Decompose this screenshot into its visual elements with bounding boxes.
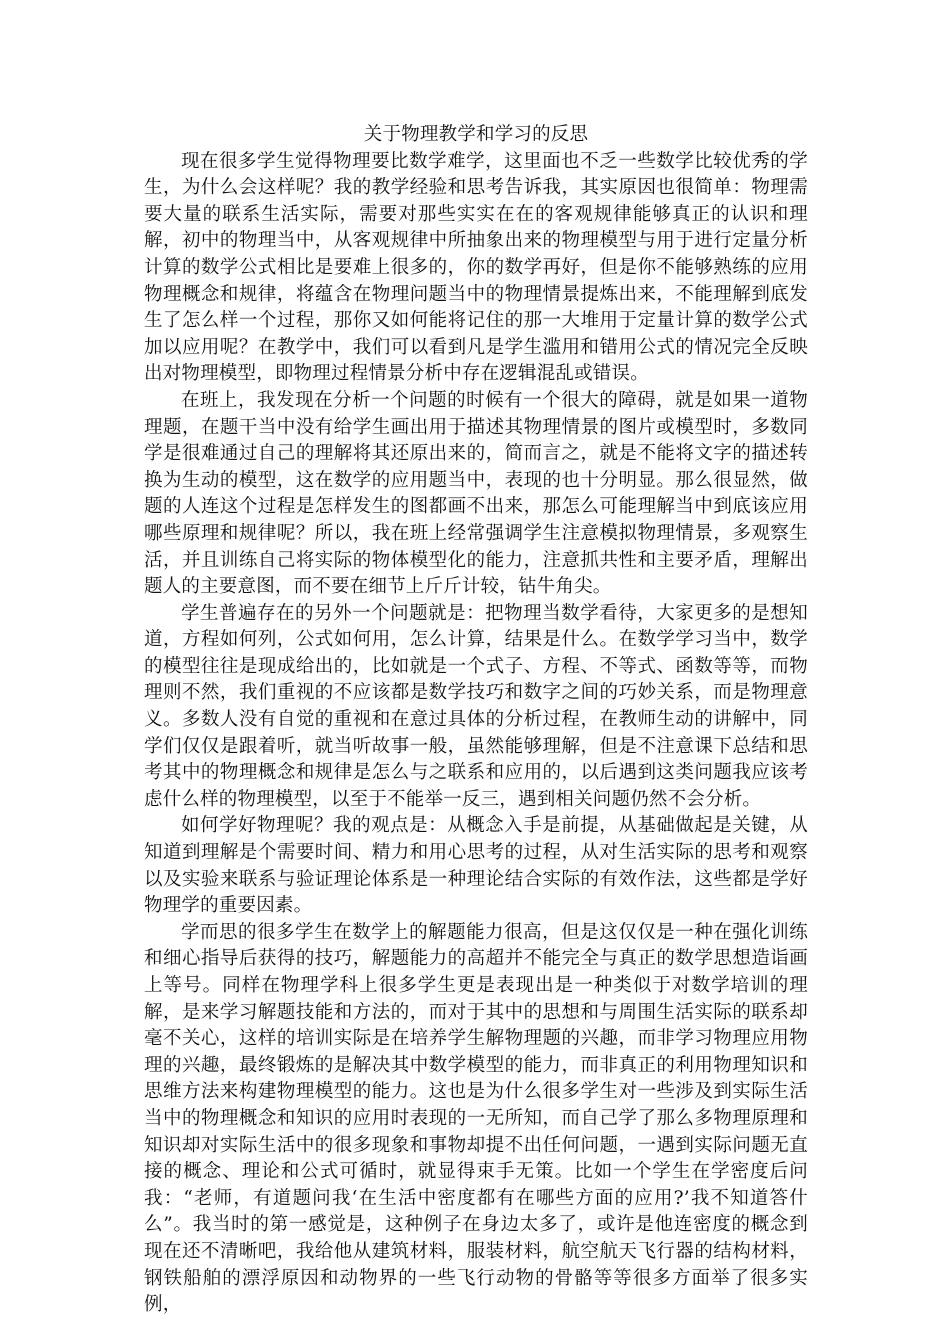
document-title: 关于物理教学和学习的反思 (363, 124, 589, 145)
paragraph: 如何学好物理呢？我的观点是：从概念入手是前提，从基础做起是关键，从知道到理解是个需要时间、精力和用心思考的过程，从对生活实际的思考和观察以及实验来联系与验证理论体系是一种理论结合实际的有效作法，这些都是学好物理学的重要因素。 (144, 815, 808, 917)
paragraph: 学生普遍存在的另外一个问题就是：把物理当数学看待，大家更多的是想知道，方程如何列，公式如何用，怎么计算，结果是什么。在数学学习当中，数学的模型往往是现成给出的，比如就是一个式子、方程、不等式、函数等等，而物理则不然，我们重视的不应该都是数学技巧和数字之间的巧妙关系，而是物理意义。多数人没有自觉的重视和在意过具体的分析过程，在教师生动的讲解中，同学们仅仅是跟着听，就当听故事一般，虽然能够理解，但是不注意课下总结和思考其中的物理概念和规律是怎么与之联系和应用的，以后遇到这类问题我应该考虑什么样的物理模型，以至于不能举一反三，遇到相关问题仍然不会分析。 (144, 602, 808, 810)
paragraph: 学而思的很多学生在数学上的解题能力很高，但是这仅仅是一种在强化训练和细心指导后获得的技巧，解题能力的高超并不能完全与真正的数学思想造诣画上等号。同样在物理学科上很多学生更是表现出是一种类似于对数学培训的理解，是来学习解题技能和方法的，而对于其中的思想和与周围生活实际的联系却毫不关心，这样的培训实际是在培养学生解物理题的兴趣，而非学习物理应用物理的兴趣，最终锻炼的是解决其中数学模型的能力，而非真正的利用物理知识和思维方法来构建物理模型的能力。这也是为什么很多学生对一些涉及到实际生活当中的物理概念和知识的应用时表现的一无所知，而自己学了那么多物理原理和知识却对实际生活中的很多现象和事物却提不出任何问题，一遇到实际问题无直接的概念、理论和公式可循时，就显得束手无策。比如一个学生在学密度后问我：“老师，有道题问我‘在生活中密度都有在哪些方面的应用?’我不知道答什么”。我当时的第一感觉是，这种例子在身边太多了，或许是他连密度的概念到现在还不清晰吧，我给他从建筑材料，服装材料，航空航天飞行器的结构材料，钢铁船舶的漂浮原因和动物界的一些飞行动物的骨骼等等很多方面举了很多实例， (144, 921, 808, 1316)
paragraph: 现在很多学生觉得物理要比数学难学，这里面也不乏一些数学比较优秀的学生，为什么会这样呢？我的教学经验和思考告诉我，其实原因也很简单：物理需要大量的联系生活实际，需要对那些实实在在的客观规律能够真正的认识和理解，初中的物理当中，从客观规律中所抽象出来的物理模型与用于进行定量分析计算的数学公式相比是要难上很多的，你的数学再好，但是你不能够熟练的应用物理概念和规律，将蕴含在物理问题当中的物理情景提炼出来，不能理解到底发生了怎么样一个过程，那你又如何能将记住的那一大堆用于定量计算的数学公式加以应用呢？在教学中，我们可以看到凡是学生滥用和错用公式的情况完全反映出对物理模型，即物理过程情景分析中存在逻辑混乱或错误。 (144, 150, 808, 385)
document-page (144, 122, 808, 1319)
paragraph: 在班上，我发现在分析一个问题的时候有一个很大的障碍，就是如果一道物理题，在题干当中没有给学生画出用于描述其物理情景的图片或模型时，多数同学是很难通过自己的理解将其还原出来的，简而言之，就是不能将文字的描述转换为生动的模型，这在数学的应用题当中，表现的也十分明显。那么很显然，做题的人连这个过程是怎样发生的图都画不出来，那怎么可能理解当中到底该应用哪些原理和规律呢？所以，我在班上经常强调学生注意模拟物理情景，多观察生活，并且训练自己将实际的物体模型化的能力，注意抓共性和主要矛盾，理解出题人的主要意图，而不要在细节上斤斤计较，钻牛角尖。 (144, 389, 808, 598)
